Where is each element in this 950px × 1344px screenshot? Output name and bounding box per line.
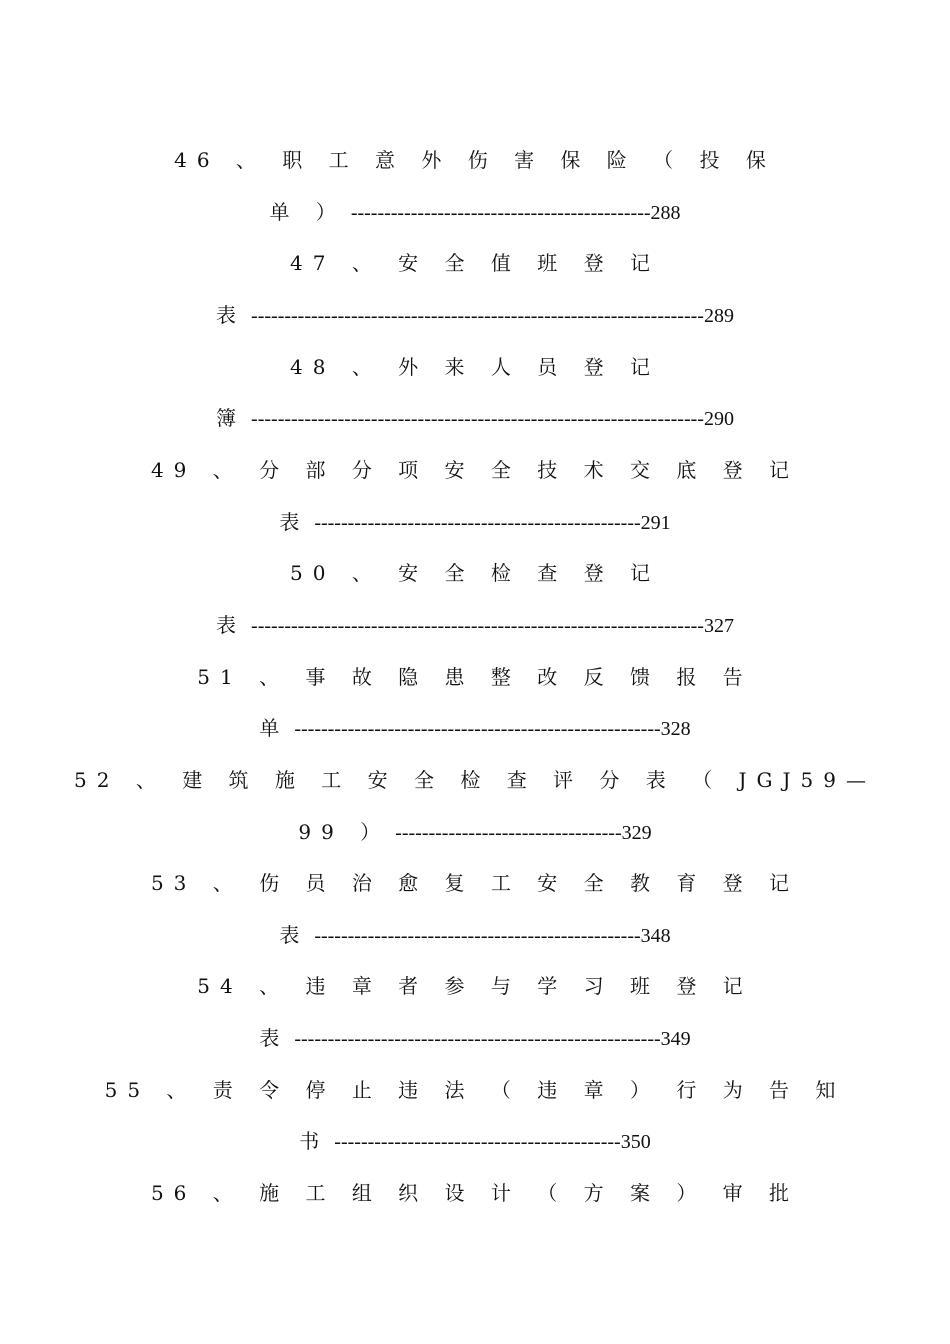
- toc-entry-leader-line: [0, 909, 950, 961]
- toc-entry-tail: 单 ）: [269, 199, 346, 224]
- toc-entry-leader-line: [0, 599, 950, 651]
- toc-entry-tail: 99 ）: [298, 819, 391, 844]
- toc-dot-leader: -------------------------------------------------------: [289, 718, 661, 741]
- toc-entry-title: 54 、 违 章 者 参 与 学 习 班 登 记: [197, 974, 753, 999]
- toc-dot-leader: -------------------------------------------------: [309, 924, 641, 947]
- toc-dot-leader: ---------------------------------------------: [345, 201, 651, 224]
- toc-entry-title: 48 、 外 来 人 员 登 记: [290, 354, 660, 379]
- toc-entry-tail: 单: [259, 716, 290, 741]
- toc-entry-tail: 簿: [216, 406, 247, 431]
- toc-page-number: 329: [621, 821, 652, 844]
- toc-dot-leader: -------------------------------------------: [329, 1131, 621, 1154]
- toc-page-number: 289: [703, 305, 734, 327]
- toc-page-number: 350: [620, 1131, 651, 1154]
- toc-page-number: 288: [650, 201, 681, 224]
- toc-entry-leader-line: [0, 806, 950, 858]
- toc-page-number: 327: [703, 614, 734, 637]
- toc-entry-tail: 表: [279, 509, 310, 534]
- toc-entry-title: 47 、 安 全 值 班 登 记: [290, 251, 660, 276]
- toc-entry-tail: 表: [216, 303, 247, 327]
- toc-entry-title: 52 、 建 筑 施 工 安 全 检 查 评 分 表 （ JGJ59—: [74, 767, 876, 792]
- toc-dot-leader: --------------------------------------------------------------------: [246, 408, 704, 431]
- toc-dot-leader: -------------------------------------------------: [309, 511, 641, 534]
- toc-entry-title: 53 、 伤 员 治 愈 复 工 安 全 教 育 登 记: [150, 871, 800, 896]
- toc-dot-leader: ----------------------------------: [390, 821, 622, 844]
- toc-entry-title: 46 、 职 工 意 外 伤 害 保 险 （ 投 保: [174, 148, 776, 172]
- toc-entry-leader-line: [0, 289, 950, 341]
- toc-entry-tail: 表: [216, 612, 247, 637]
- toc-page-number: 348: [640, 924, 671, 947]
- toc-page-number: 290: [703, 408, 734, 431]
- toc-entry-leader-line: [0, 496, 950, 548]
- toc-dot-leader: --------------------------------------------------------------------: [246, 305, 704, 327]
- toc-dot-leader: --------------------------------------------------------------------: [246, 614, 704, 637]
- toc-page-number: 349: [660, 1028, 691, 1051]
- toc-page-number: 291: [640, 511, 671, 534]
- toc-entry-leader-line: [0, 1115, 950, 1167]
- toc-entry-title: 56 、 施 工 组 织 设 计 （ 方 案 ） 审 批: [150, 1181, 800, 1205]
- toc-entry-title: 49 、 分 部 分 项 安 全 技 术 交 底 登 记: [150, 457, 800, 482]
- toc-entry-leader-line: [0, 186, 950, 238]
- toc-entry-tail: 表: [279, 922, 310, 947]
- toc-page-number: 328: [660, 718, 691, 741]
- toc-entry-leader-line: [0, 392, 950, 444]
- toc-entry-title: 55 、 责 令 停 止 违 法 （ 违 章 ） 行 为 告 知: [104, 1077, 846, 1102]
- toc-entry-title: 50 、 安 全 检 查 登 记: [290, 561, 660, 586]
- toc-dot-leader: -------------------------------------------------------: [289, 1028, 661, 1051]
- toc-entry-tail: 书: [299, 1129, 330, 1154]
- toc-entry-tail: 表: [259, 1026, 290, 1051]
- toc-entry-title: 51 、 事 故 隐 患 整 改 反 馈 报 告: [197, 664, 753, 689]
- toc-entry-leader-line: [0, 702, 950, 754]
- toc-entry-leader-line: [0, 1012, 950, 1064]
